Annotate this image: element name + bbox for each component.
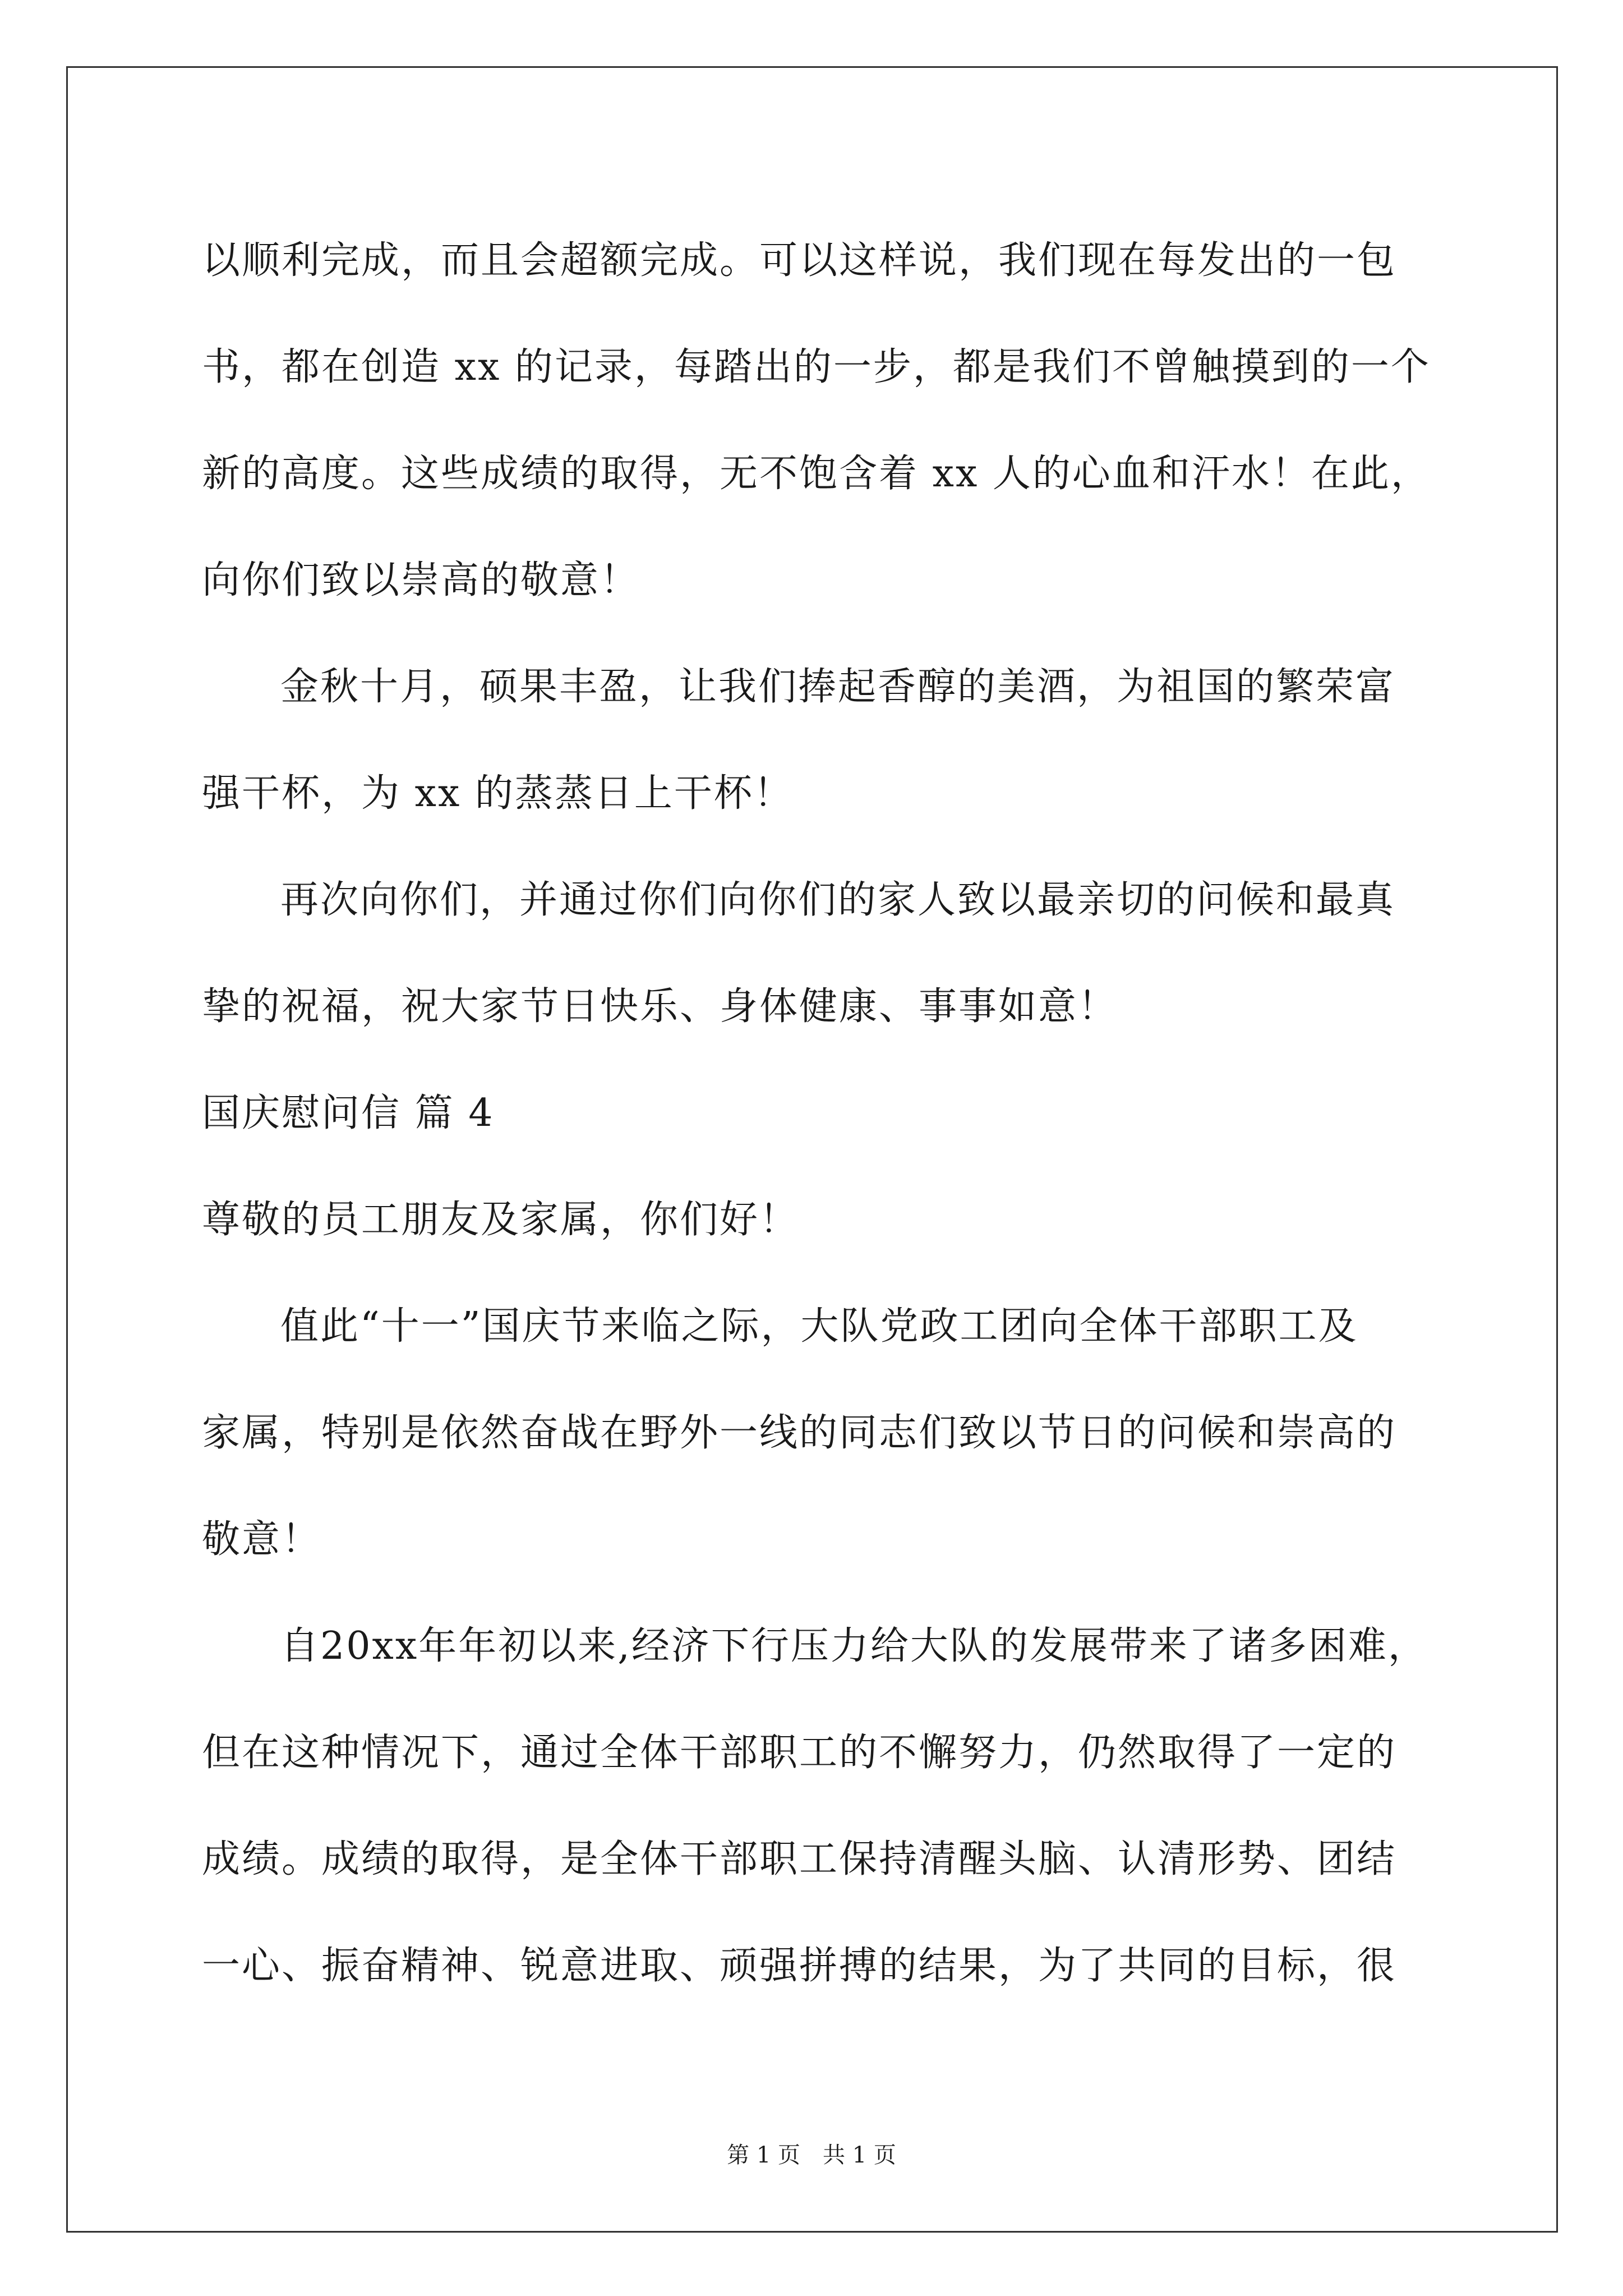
text-line: 敬意！ [202, 1517, 322, 1562]
paragraph-first-line: 金秋十月，硕果丰盈，让我们捧起香醇的美酒，为祖国的繁荣富 [280, 665, 1396, 709]
page-number-footer: 第 1 页 共 1 页 [727, 2142, 896, 2168]
section-heading: 国庆慰问信 篇 4 [202, 1091, 495, 1135]
paragraph-first-line: 自20xx年年初以来,经济下行压力给大队的发展带来了诸多困难， [280, 1624, 1428, 1668]
text-line: 成绩。成绩的取得，是全体干部职工保持清醒头脑、认清形势、团结 [202, 1837, 1397, 1881]
text-line: 但在这种情况下，通过全体干部职工的不懈努力，仍然取得了一定的 [202, 1731, 1397, 1775]
text-line: 新的高度。这些成绩的取得，无不饱含着 xx 人的心血和汗水！在此， [202, 452, 1431, 496]
text-line: 书，都在创造 xx 的记录，每踏出的一步，都是我们不曾触摸到的一个 [202, 345, 1431, 389]
text-line: 以顺利完成，而且会超额完成。可以这样说，我们现在每发出的一包 [202, 238, 1397, 283]
document-body [202, 208, 1458, 2019]
paragraph-first-line: 再次向你们，并通过你们向你们的家人致以最亲切的问候和最真 [280, 878, 1396, 922]
salutation: 尊敬的员工朋友及家属，你们好！ [202, 1198, 800, 1242]
text-line: 家属，特别是依然奋战在野外一线的同志们致以节日的问候和崇高的 [202, 1411, 1397, 1455]
text-line: 向你们致以崇高的敬意！ [202, 558, 640, 602]
paragraph-first-line: 值此“十一”国庆节来临之际，大队党政工团向全体干部职工及 [280, 1304, 1358, 1349]
text-line: 挚的祝福，祝大家节日快乐、身体健康、事事如意！ [202, 984, 1118, 1029]
text-line: 强干杯，为 xx 的蒸蒸日上干杯！ [202, 771, 794, 816]
text-line: 一心、振奋精神、锐意进取、顽强拼搏的结果，为了共同的目标，很 [202, 1944, 1397, 1988]
